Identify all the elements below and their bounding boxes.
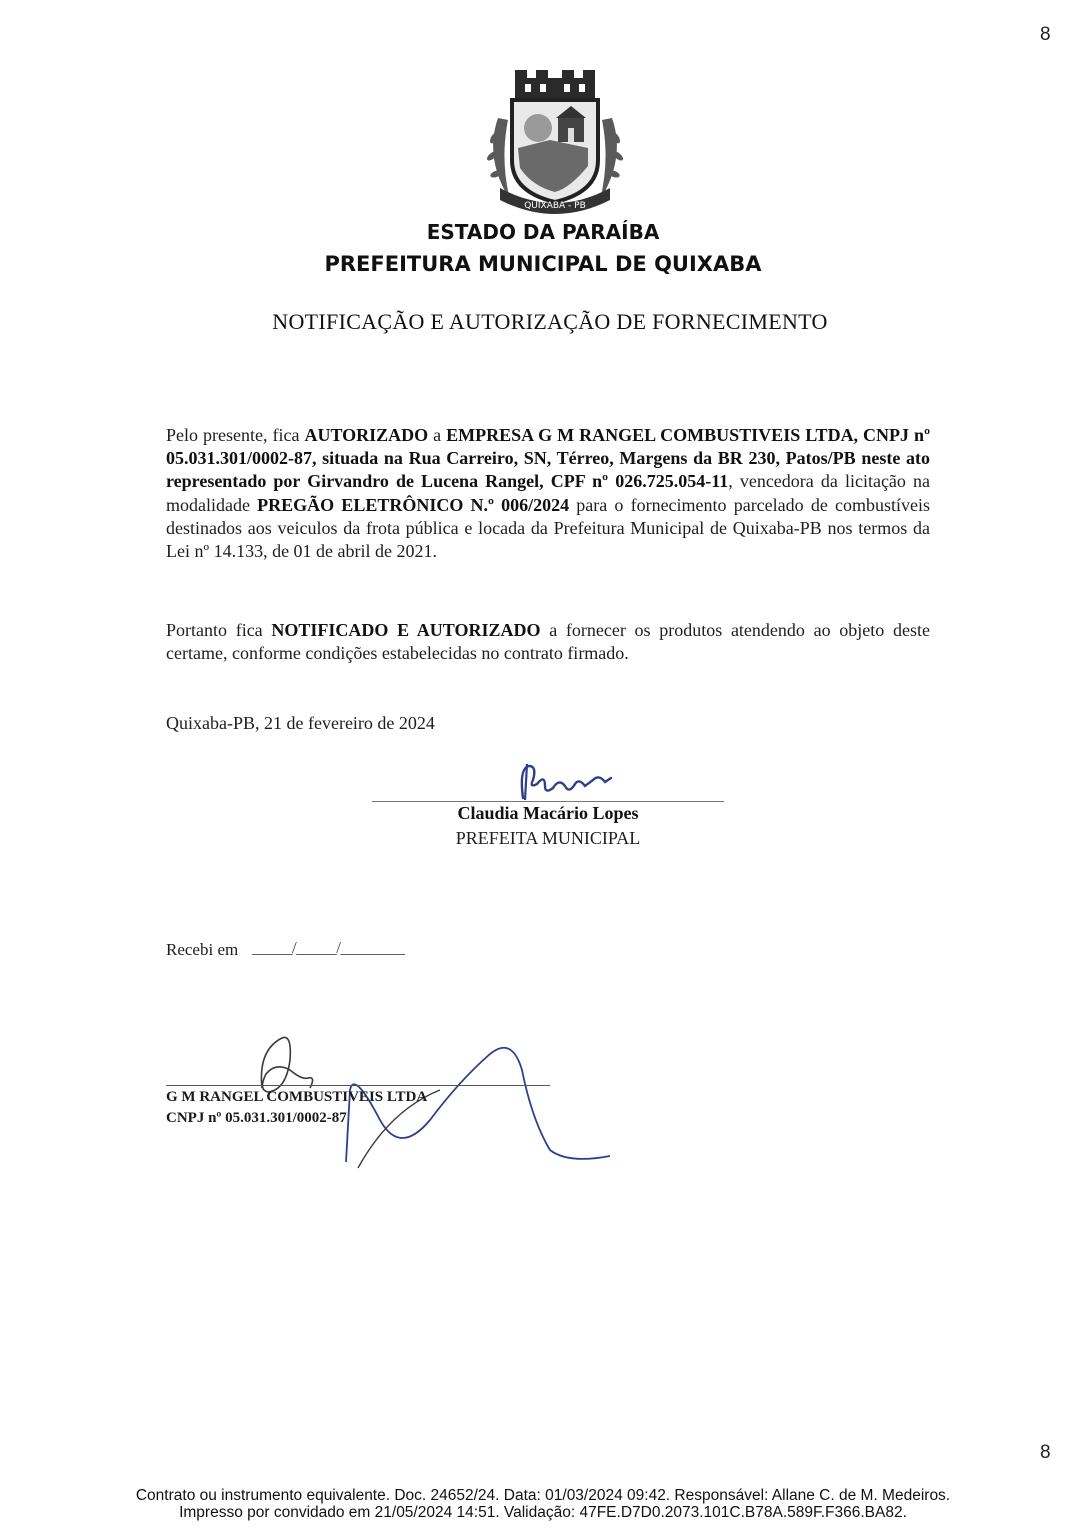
text-run: EMPRESA G M RANGEL COMBUSTIVEIS LTDA, CNPJ nº 05.031.301/0002-87, situada na Rua Carreiro, SN, Térreo, Margens da BR 230, Patos/PB neste ato representado por Girvandro de Lucena Rangel, CPF nº 026.725.054-11 [166, 425, 931, 492]
text-run: a fornecer os produtos atendendo ao objeto deste certame, conforme condições estabelecidas no contrato firmado. [166, 620, 930, 664]
signatory-name: Claudia Macário Lopes [457, 803, 639, 823]
state-title: ESTADO DA PARAÍBA [426, 220, 660, 244]
crest-scroll-text: QUIXABA - PB [524, 201, 586, 211]
coat-of-arms-icon [470, 68, 640, 218]
authorization-paragraph [166, 424, 930, 563]
receipt-label: Recebi em [166, 940, 239, 959]
text-run: , vencedora da licitação na modalidade [166, 471, 931, 515]
supplier-cnpj: CNPJ nº 05.031.301/0002-87 [166, 1110, 347, 1126]
mayor-signature-line [372, 801, 724, 802]
municipality-title: PREFEITURA MUNICIPAL DE QUIXABA [324, 252, 762, 276]
text-run: AUTORIZADO [304, 425, 429, 445]
footer-line-2: Impresso por convidado em 21/05/2024 14:51. Validação: 47FE.D7D0.2073.101C.B78A.589F.F366.BA82. [179, 1504, 907, 1521]
place-date: Quixaba-PB, 21 de fevereiro de 2024 [166, 713, 435, 733]
text-run: para o fornecimento parcelado de combustíveis destinados aos veiculos da frota pública e locada da Prefeitura Municipal de Quixaba-PB nos termos da Lei nº 14.133, de 01 de abril de 2021. [166, 494, 930, 562]
receipt-date-field[interactable]: _____/_____/________ [252, 938, 405, 957]
text-run: Portanto fica [166, 620, 272, 640]
page-number-bottom: 8 [1040, 1442, 1051, 1463]
text-run: NOTIFICADO E AUTORIZADO [271, 620, 541, 640]
page-number-top: 8 [1040, 24, 1051, 45]
text-run: Pelo presente, fica [166, 425, 305, 445]
notification-paragraph [166, 619, 930, 665]
document-title: NOTIFICAÇÃO E AUTORIZAÇÃO DE FORNECIMENTO [272, 309, 828, 334]
footer-line-1: Contrato ou instrumento equivalente. Doc. 24652/24. Data: 01/03/2024 09:42. Responsável: Allane C. de M. Medeiros. [135, 1487, 951, 1504]
supplier-name: G M RANGEL COMBUSTIVEIS LTDA [166, 1089, 428, 1105]
text-run: a [428, 425, 447, 445]
text-run: PREGÃO ELETRÔNICO N.º 006/2024 [257, 494, 570, 515]
signatory-role: PREFEITA MUNICIPAL [455, 828, 641, 848]
supplier-signature-line [166, 1085, 550, 1086]
